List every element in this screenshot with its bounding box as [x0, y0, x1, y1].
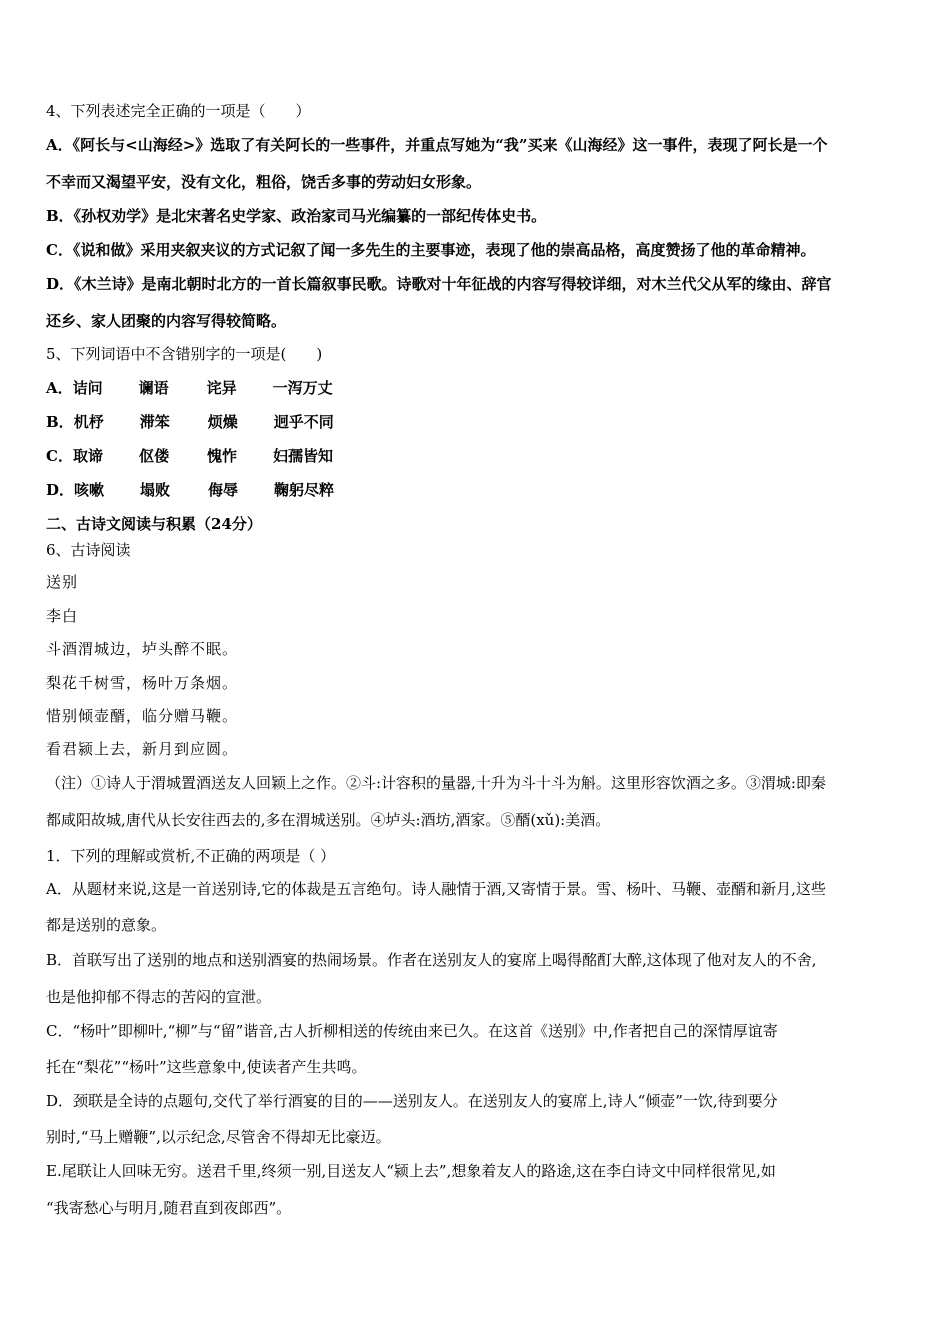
option-word: 谰语: [138, 379, 169, 397]
q4-option-b: B．《孙权劝学》是北宋著名史学家、政治家司马光编纂的一部纪传体史书。: [46, 207, 547, 225]
note-line-2: 都咸阳故城,唐代从长安往西去的,多在渭城送别。④垆头:酒坊,酒家。⑤醑(xǔ):美酒。: [46, 811, 611, 829]
q4-option-c: C．《说和做》采用夹叙夹议的方式记叙了闻一多先生的主要事迹，表现了他的崇高品格，高度赞扬了他的革命精神。: [46, 241, 816, 259]
q4-option-a-line2: 不幸而又渴望平安，没有文化，粗俗，饶舌多事的劳动妇女形象。: [46, 173, 482, 191]
q4-option-d-line1: D．《木兰诗》是南北朝时北方的一首长篇叙事民歌。诗歌对十年征战的内容写得较详细，对木兰代父从军的缘由、辞官: [46, 275, 832, 293]
option-word: 鞠躬尽粹: [274, 481, 335, 499]
sub1-option-d-line2: 别时,“马上赠鞭”,以示纪念,尽管舍不得却无比豪迈。: [46, 1128, 391, 1146]
sub1-option-e-line2: “我寄愁心与明月,随君直到夜郎西”。: [46, 1199, 292, 1217]
q5-option-a: [46, 378, 333, 398]
option-word: 烦燥: [207, 413, 238, 431]
poem-line-4: 看君颍上去，新月到应圆。: [46, 740, 239, 758]
q4-option-d-line2: 还乡、家人团聚的内容写得较简略。: [46, 312, 287, 330]
sub1-option-c-line2: 托在“梨花”“杨叶”这些意象中,使读者产生共鸣。: [46, 1058, 367, 1076]
sub1-option-a-line1: A．从题材来说,这是一首送别诗,它的体裁是五言绝句。诗人融情于酒,又寄情于景。雪、杨叶、马鞭、壶醑和新月,这些: [46, 880, 826, 898]
sub1-option-e-line1: E.尾联让人回味无穷。送君千里,终须一别,目送友人“颍上去”,想象着友人的路途,这在李白诗文中同样很常见,如: [46, 1162, 776, 1180]
option-word: 侮辱: [208, 481, 239, 499]
option-word: 诘问: [72, 379, 103, 397]
poem-line-3: 惜别倾壶醑，临分赠马鞭。: [46, 707, 239, 725]
sub1-option-a-line2: 都是送别的意象。: [46, 916, 167, 934]
section-2-title: 二、古诗文阅读与积累（24分）: [46, 515, 262, 533]
option-word: 滞笨: [139, 413, 170, 431]
option-word: 诧异: [206, 379, 237, 397]
q5-option-b: [46, 412, 334, 432]
option-word: 妇孺皆知: [272, 447, 333, 465]
q5-stem: 5、下列词语中不含错别字的一项是( ): [46, 345, 323, 363]
option-word: 愧怍: [206, 447, 237, 465]
option-label: C．: [46, 447, 73, 465]
option-word: 伛偻: [138, 447, 169, 465]
q4-option-a-line1: A．《阿长与<山海经>》选取了有关阿长的一些事件，并重点写她为“我”买来《山海经》这一事件，表现了阿长是一个: [46, 136, 828, 154]
note-line-1: （注）①诗人于渭城置酒送友人回颖上之作。②斗:计容积的量器,十升为斗十斗为斛。这里形容饮酒之多。③渭城:即秦: [46, 774, 826, 792]
q5-option-d: [46, 480, 334, 500]
q4-stem: 4、下列表述完全正确的一项是（ ）: [46, 102, 311, 120]
sub1-option-c-line1: C．“杨叶”即柳叶,“柳”与“留”谐音,古人折柳相送的传统由来已久。在这首《送别》中,作者把自己的深情厚谊寄: [46, 1022, 778, 1040]
option-word: 迥乎不同: [273, 413, 334, 431]
option-word: 塌败: [140, 481, 171, 499]
sub1-option-d-line1: D．颈联是全诗的点题句,交代了举行酒宴的目的——送别友人。在送别友人的宴席上,诗人“倾壶”一饮,待到要分: [46, 1092, 778, 1110]
q6-title: 6、古诗阅读: [46, 541, 131, 559]
sub1-option-b-line1: B．首联写出了送别的地点和送别酒宴的热闹场景。作者在送别友人的宴席上喝得酩酊大醉,这体现了他对友人的不舍,: [46, 951, 817, 969]
option-label: D．: [46, 481, 75, 499]
sub1-stem: 1．下列的理解或赏析,不正确的两项是（ ）: [46, 847, 336, 865]
poem-author: 李白: [46, 607, 79, 625]
poem-title: 送别: [46, 573, 79, 591]
option-word: 咳嗽: [74, 481, 105, 499]
option-word: 一泻万丈: [272, 379, 333, 397]
q5-option-c: [46, 446, 333, 466]
poem-line-2: 梨花千树雪，杨叶万条烟。: [46, 674, 239, 692]
poem-line-1: 斗酒渭城边，垆头醉不眠。: [46, 640, 239, 658]
option-label: A．: [46, 379, 73, 397]
sub1-option-b-line2: 也是他抑郁不得志的苦闷的宣泄。: [46, 988, 272, 1006]
option-word: 取谛: [72, 447, 103, 465]
option-word: 机杼: [73, 413, 104, 431]
option-label: B．: [46, 413, 74, 431]
